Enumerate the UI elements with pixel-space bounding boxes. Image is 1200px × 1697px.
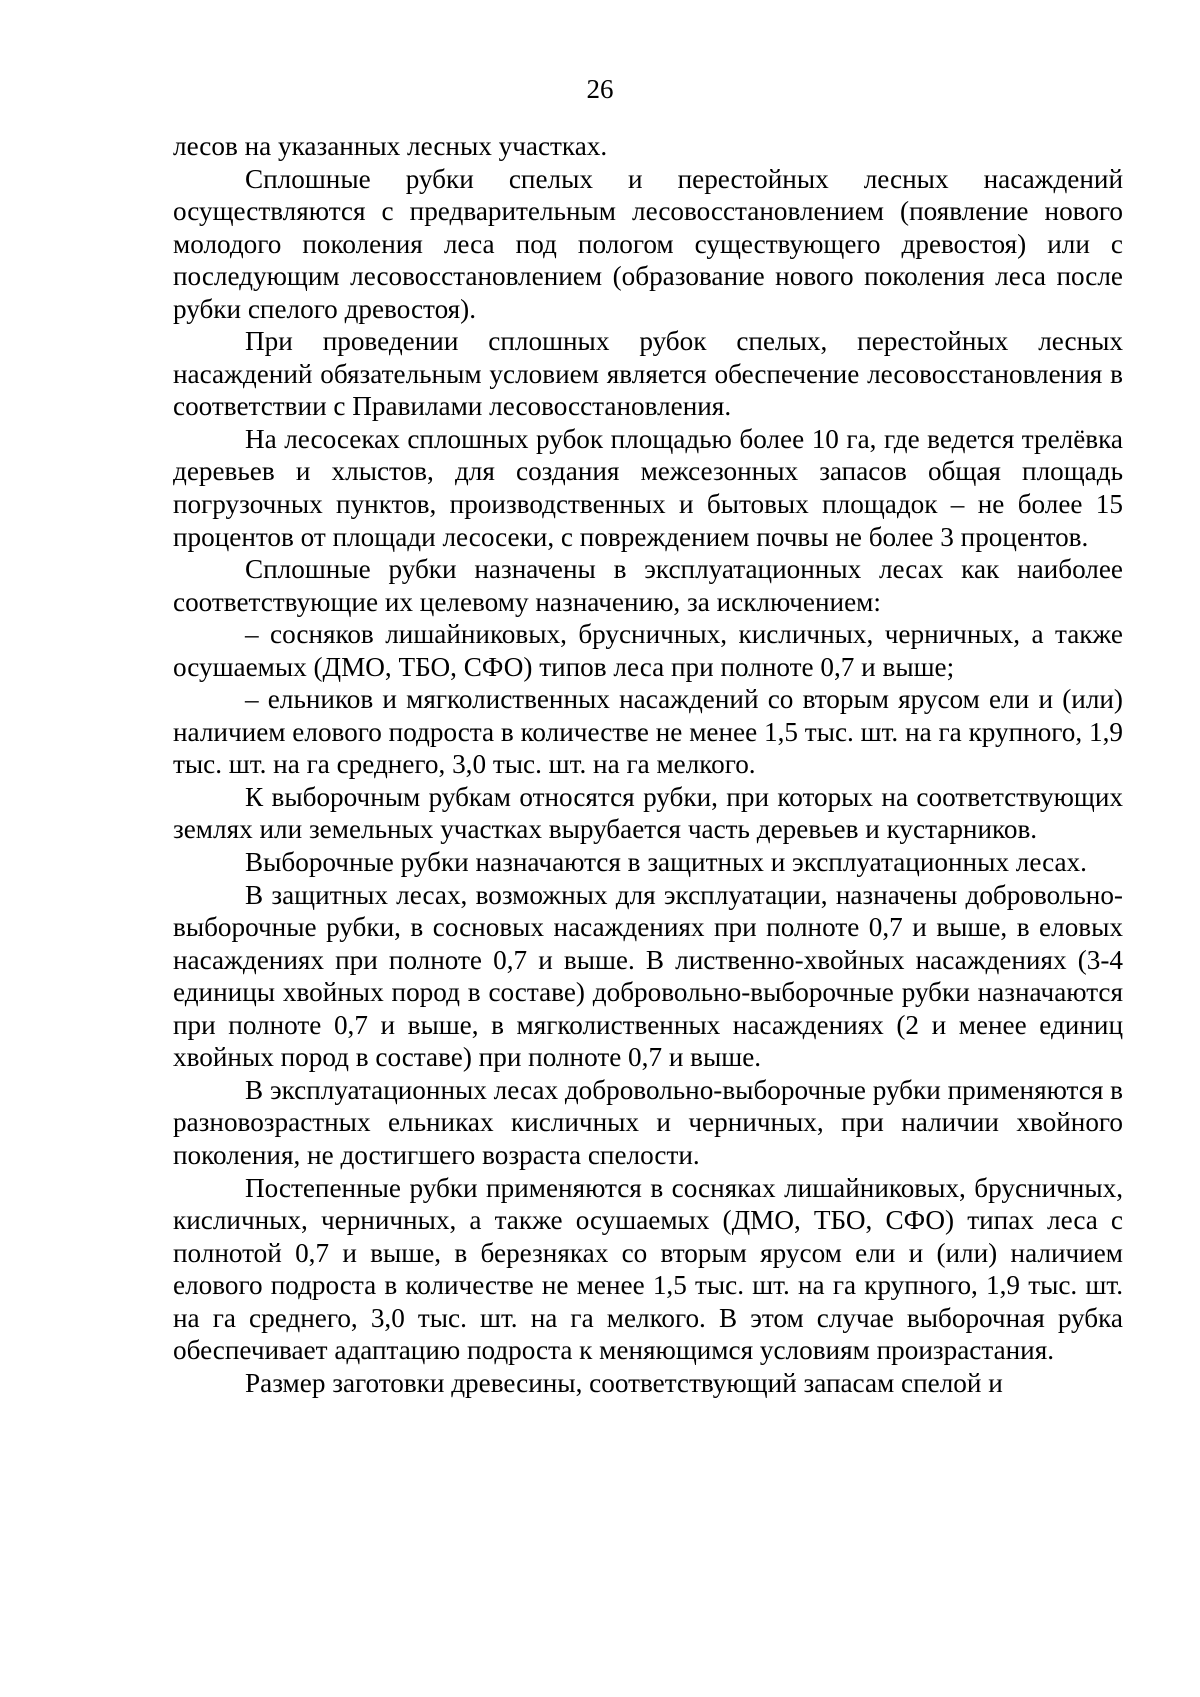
paragraph-7: Выборочные рубки назначаются в защитных и эксплуатационных лесах. <box>245 847 1087 878</box>
paragraph-5: Сплошные рубки назначены в эксплуатационных лесах как наиболее соответствующие их целевому назначению, за исключением: <box>173 554 1123 617</box>
paragraph-6: К выборочным рубкам относятся рубки, при которых на соответствующих землях или земельных участках вырубается часть деревьев и кустарников. <box>173 781 1123 845</box>
paragraph-11: Размер заготовки древесины, соответствующий запасам спелой и <box>245 1367 1003 1398</box>
page-number: 26 <box>586 74 614 104</box>
paragraph-2: Сплошные рубки спелых и перестойных лесных насаждений осуществляются с предварительным лесовосстановлением (появление нового молодого поколения леса под пологом существующего древостоя) или с последующим лесовосстановлением (образование нового поколения леса после рубки спелого древостоя). <box>173 163 1123 324</box>
list-item-2: – ельников и мягколиственных насаждений со вторым ярусом ели и (или) наличием елового подроста в количестве не менее 1,5 тыс. шт. на га крупного, 1,9 тыс. шт. на га среднего, 3,0 тыс. шт. на га мелкого. <box>173 684 1123 780</box>
paragraph-4: На лесосеках сплошных рубок площадью более 10 га, где ведется трелёвка деревьев и хлыстов, для создания межсезонных запасов общая площадь погрузочных пунктов, производственных и бытовых площадок – не более 15 процентов от площади лесосеки, с повреждением почвы не более 3 процентов. <box>173 423 1123 552</box>
paragraph-1: лесов на указанных лесных участках. <box>173 131 608 161</box>
document-body <box>173 130 1123 1399</box>
paragraph-10: Постепенные рубки применяются в сосняках лишайниковых, брусничных, кисличных, черничных, а также осушаемых (ДМО, ТБО, СФО) типах леса с полнотой 0,7 и выше, в березняках со вторым ярусом ели и (или) наличием елового подроста в количестве не менее 1,5 тыс. шт. на га крупного, 1,9 тыс. шт. на га среднего, 3,0 тыс. шт. на га мелкого. В этом случае выборочная рубка обеспечивает адаптацию подроста к меняющимся условиям произрастания. <box>173 1172 1123 1366</box>
list-item-1: – сосняков лишайниковых, брусничных, кисличных, черничных, а также осушаемых (ДМО, ТБО, СФО) типов леса при полноте 0,7 и выше; <box>173 619 1123 682</box>
paragraph-8: В защитных лесах, возможных для эксплуатации, назначены добровольно-выборочные рубки, в сосновых насаждениях при полноте 0,7 и выше, в еловых насаждениях при полноте 0,7 и выше. В лиственно-хвойных насаждениях (3-4 единицы хвойных пород в составе) добровольно-выборочные рубки назначаются при полноте 0,7 и выше, в мягколиственных насаждениях (2 и менее единиц хвойных пород в составе) при полноте 0,7 и выше. <box>173 879 1123 1073</box>
paragraph-9: В эксплуатационных лесах добровольно-выборочные рубки применяются в разновозрастных ельниках кисличных и черничных, при наличии хвойного поколения, не достигшего возраста спелости. <box>173 1074 1123 1170</box>
paragraph-3: При проведении сплошных рубок спелых, перестойных лесных насаждений обязательным условием является обеспечение лесовосстановления в соответствии с Правилами лесовосстановления. <box>173 326 1123 422</box>
